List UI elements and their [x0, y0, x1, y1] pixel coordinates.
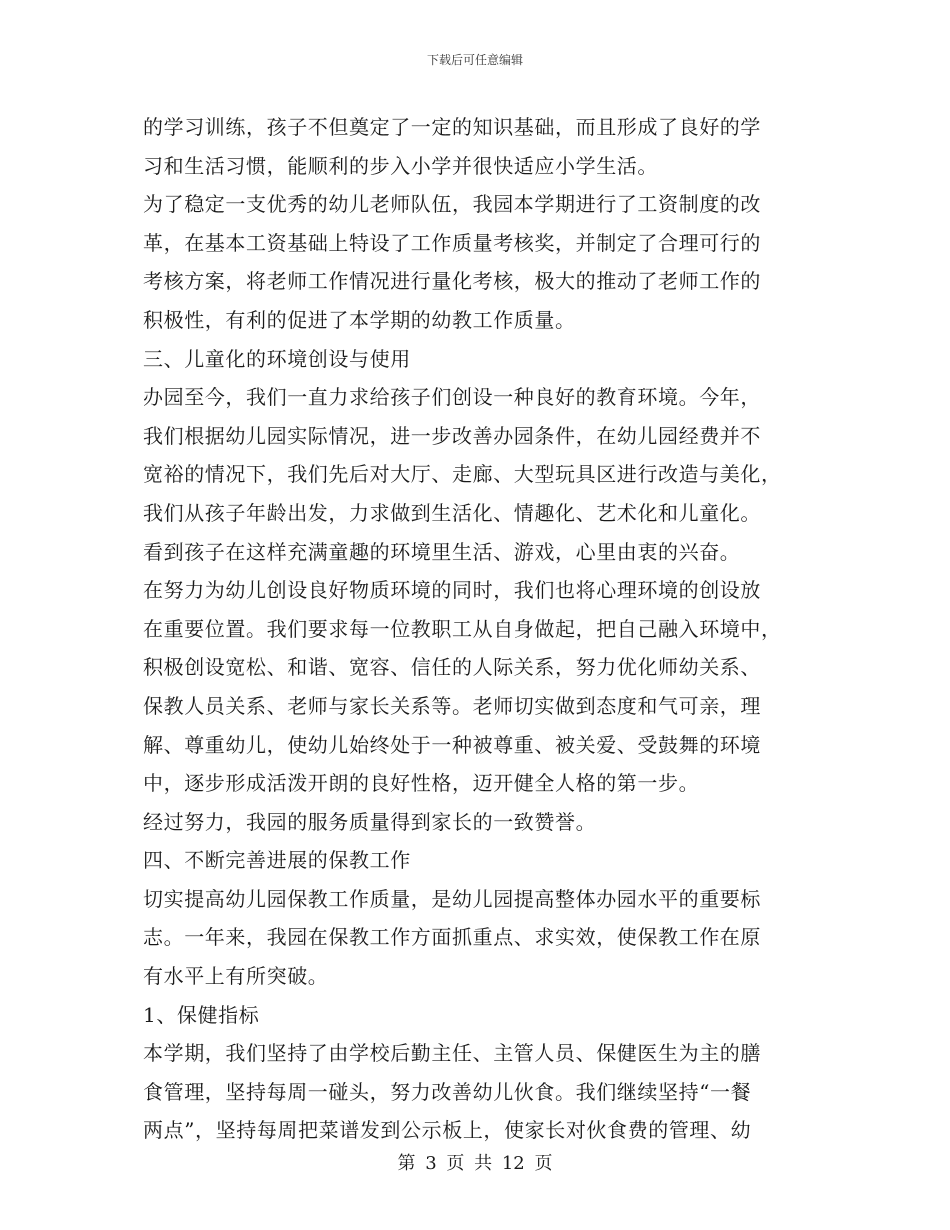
text-line: 习和生活习惯，能顺利的步入小学并很快适应小学生活。 [143, 153, 658, 178]
text-line: 积极创设宽松、和谐、宽容、信任的人际关系，努力优化师幼关系、 [143, 655, 761, 680]
text-line: 中，逐步形成活泼开朗的良好性格，迈开健全人格的第一步。 [143, 771, 700, 796]
page-number-footer: 第 3 页 共 12 页 [397, 1153, 553, 1174]
document-body [143, 108, 803, 1150]
text-line: 考核方案，将老师工作情况进行量化考核，极大的推动了老师工作的 [143, 269, 761, 294]
text-line: 宽裕的情况下，我们先后对大厅、走廊、大型玩具区进行改造与美化， [143, 462, 782, 487]
text-line: 办园至今，我们一直力求给孩子们创设一种良好的教育环境。今年， [143, 385, 761, 410]
text-line: 我们根据幼儿园实际情况，进一步改善办园条件，在幼儿园经费并不 [143, 423, 761, 448]
page-header: 下载后可任意编辑 [426, 53, 523, 67]
text-line: 解、尊重幼儿，使幼儿始终处于一种被尊重、被关爱、受鼓舞的环境 [143, 732, 761, 757]
text-line: 保教人员关系、老师与家长关系等。老师切实做到态度和气可亲，理 [143, 693, 761, 718]
text-line: 有水平上有所突破。 [143, 964, 329, 989]
text-line: 两点”，坚持每周把菜谱发到公示板上，使家长对伙食费的管理、幼 [143, 1118, 752, 1143]
section-heading: 三、儿童化的环境创设与使用 [143, 346, 411, 371]
text-line: 看到孩子在这样充满童趣的环境里生活、游戏，心里由衷的兴奋。 [143, 539, 741, 564]
text-line: 为了稳定一支优秀的幼儿老师队伍，我园本学期进行了工资制度的改 [143, 192, 761, 217]
text-line: 在努力为幼儿创设良好物质环境的同时，我们也将心理环境的创设放 [143, 578, 761, 603]
text-line: 本学期，我们坚持了由学校后勤主任、主管人员、保健医生为主的膳 [143, 1041, 761, 1066]
text-line: 革，在基本工资基础上特设了工作质量考核奖，并制定了合理可行的 [143, 230, 761, 255]
text-line: 的学习训练，孩子不但奠定了一定的知识基础，而且形成了良好的学 [143, 115, 761, 139]
subsection-heading: 1、保健指标 [143, 1002, 260, 1027]
text-line: 志。一年来，我园在保教工作方面抓重点、求实效，使保教工作在原 [143, 925, 761, 950]
text-line: 经过努力，我园的服务质量得到家长的一致赞誉。 [143, 809, 597, 834]
text-line: 在重要位置。我们要求每一位教职工从自身做起，把自己融入环境中， [143, 616, 782, 641]
section-heading: 四、不断完善进展的保教工作 [143, 848, 411, 873]
text-line: 切实提高幼儿园保教工作质量，是幼儿园提高整体办园水平的重要标 [143, 886, 761, 911]
text-line: 积极性，有利的促进了本学期的幼教工作质量。 [143, 307, 576, 332]
text-line: 食管理，坚持每周一碰头，努力改善幼儿伙食。我们继续坚持“一餐 [143, 1079, 752, 1104]
text-line: 我们从孩子年龄出发，力求做到生活化、情趣化、艺术化和儿童化。 [143, 500, 761, 525]
